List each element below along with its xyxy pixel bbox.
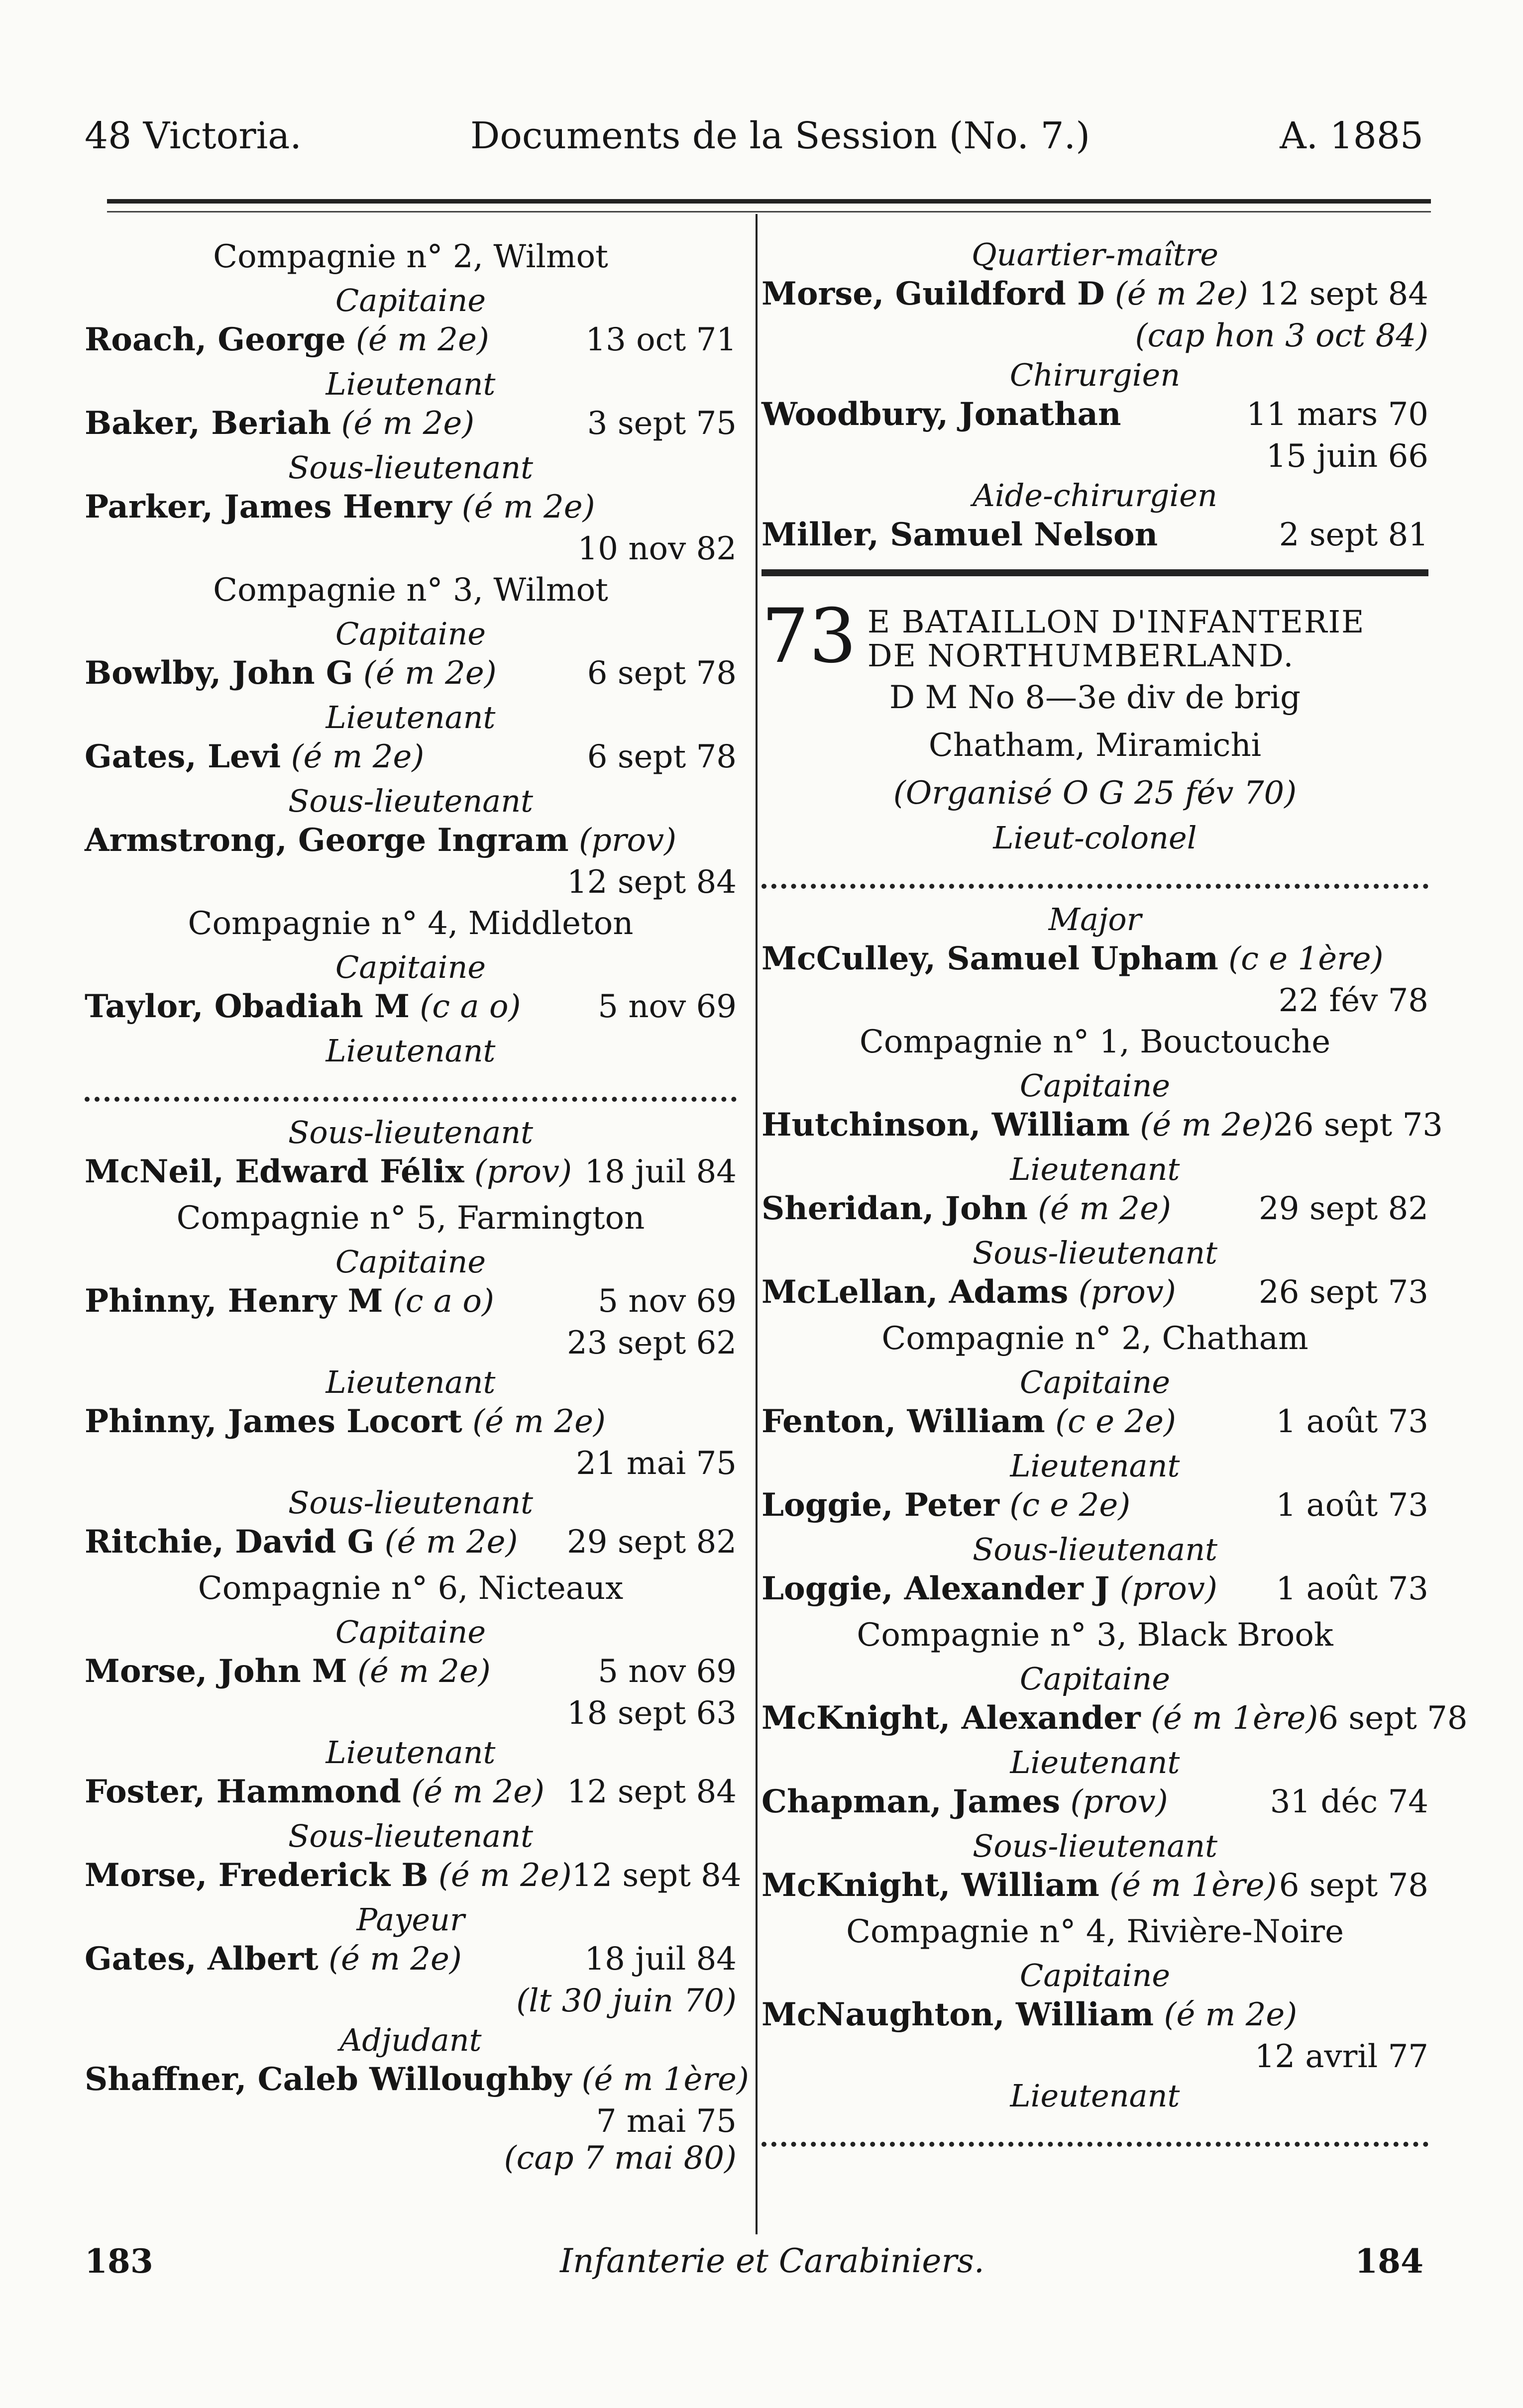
rank-heading: Sous-lieutenant bbox=[288, 783, 534, 819]
officer-name: Hutchinson, William bbox=[762, 1106, 1130, 1144]
rank-heading: Quartier-maître bbox=[971, 236, 1219, 273]
officer-row bbox=[762, 1695, 1468, 1742]
qualification: (é m 1ère) bbox=[581, 2061, 749, 2098]
qualification: (é m 2e) bbox=[438, 1857, 572, 1894]
rank-heading: Lieutenant bbox=[1010, 2078, 1180, 2114]
location-line: Chatham, Miramichi bbox=[928, 727, 1262, 764]
officer-row bbox=[85, 1149, 737, 1195]
rank-heading: Capitaine bbox=[335, 616, 486, 652]
officer-row bbox=[85, 1398, 737, 1445]
rank-heading: Aide-chirurgien bbox=[973, 477, 1217, 514]
commission-date: 1 août 73 bbox=[1276, 1403, 1428, 1440]
rank-heading: Lieutenant bbox=[1010, 1448, 1180, 1484]
company-heading: Compagnie n° 5, Farmington bbox=[176, 1200, 645, 1237]
footer-caption: Infanterie et Carabiniers. bbox=[560, 2242, 984, 2280]
officer-name: Gates, Albert bbox=[85, 1940, 319, 1978]
rank-heading: Capitaine bbox=[1019, 1364, 1171, 1400]
qualification: (prov) bbox=[1119, 1570, 1217, 1607]
rank-heading: Lieutenant bbox=[326, 699, 496, 735]
rank-heading: Capitaine bbox=[335, 282, 486, 318]
rank-heading: Sous-lieutenant bbox=[972, 1828, 1218, 1864]
company-heading: Compagnie n° 4, Middleton bbox=[188, 905, 634, 942]
rank-heading: Capitaine bbox=[1019, 1957, 1171, 1993]
footer-page-right: 184 bbox=[1355, 2242, 1423, 2281]
officer-row bbox=[85, 650, 737, 697]
officer-name: Woodbury, Jonathan bbox=[762, 396, 1121, 433]
rank-heading: Lieutenant bbox=[326, 1364, 496, 1400]
company-heading: Compagnie n° 6, Nicteaux bbox=[198, 1570, 624, 1607]
company-heading: Compagnie n° 1, Bouctouche bbox=[859, 1024, 1331, 1060]
rank-heading: Capitaine bbox=[1019, 1661, 1171, 1697]
officer-row bbox=[85, 316, 737, 363]
qualification: (prov) bbox=[1078, 1274, 1176, 1311]
rank-heading: Sous-lieutenant bbox=[288, 1114, 534, 1151]
commission-date: 11 mars 70 bbox=[1246, 396, 1428, 433]
officer-row bbox=[85, 484, 737, 530]
rank-heading: Lieutenant bbox=[326, 1033, 496, 1069]
qualification: (prov) bbox=[474, 1153, 572, 1190]
right-column bbox=[762, 234, 1468, 2157]
officer-row bbox=[762, 391, 1428, 438]
commission-date: 12 sept 84 bbox=[571, 1857, 742, 1894]
officer-row bbox=[762, 1862, 1428, 1909]
qualification: (é m 2e) bbox=[291, 738, 425, 775]
officer-row bbox=[85, 400, 737, 447]
rank-heading: Capitaine bbox=[1019, 1067, 1171, 1104]
section-rule bbox=[762, 569, 1428, 576]
rank-heading: Major bbox=[1048, 901, 1142, 938]
officer-row bbox=[85, 983, 737, 1030]
officer-name: Bowlby, John G bbox=[85, 654, 353, 692]
officer-name: McLellan, Adams bbox=[762, 1273, 1069, 1311]
officer-name: Loggie, Alexander J bbox=[762, 1570, 1110, 1607]
qualification: (é m 2e) bbox=[1164, 1996, 1298, 2033]
officer-row bbox=[762, 1779, 1428, 1825]
officer-row bbox=[85, 817, 737, 864]
officer-row bbox=[85, 2056, 749, 2103]
commission-date: 22 fév 78 bbox=[1278, 982, 1428, 1019]
officer-row bbox=[762, 1102, 1443, 1149]
header-left: 48 Victoria. bbox=[85, 114, 302, 157]
rank-heading: Lieutenant bbox=[326, 1734, 496, 1771]
officer-name: McNaughton, William bbox=[762, 1996, 1154, 2033]
commission-date: 6 sept 78 bbox=[587, 738, 737, 775]
qualification: (c e 1ère) bbox=[1228, 941, 1384, 977]
officer-name: Loggie, Peter bbox=[762, 1486, 999, 1524]
battalion-title-line2: DE NORTHUMBERLAND. bbox=[867, 637, 1295, 674]
rank-heading: Sous-lieutenant bbox=[288, 449, 534, 486]
commission-date: 6 sept 78 bbox=[1279, 1867, 1428, 1904]
qualification: (c a o) bbox=[393, 1283, 494, 1320]
officer-row bbox=[85, 1648, 737, 1695]
officer-name: Roach, George bbox=[85, 321, 346, 358]
left-column bbox=[85, 234, 749, 2177]
qualification: (c a o) bbox=[420, 988, 521, 1025]
officer-name: Miller, Samuel Nelson bbox=[762, 516, 1158, 553]
rank-heading: Sous-lieutenant bbox=[972, 1531, 1218, 1568]
rank-heading: Sous-lieutenant bbox=[288, 1818, 534, 1854]
qualification: (é m 2e) bbox=[363, 655, 497, 692]
officer-name: Parker, James Henry bbox=[85, 488, 452, 525]
commission-date: 7 mai 75 bbox=[596, 2103, 737, 2140]
officer-row bbox=[762, 1269, 1428, 1316]
qualification: (é m 1ère) bbox=[1151, 1700, 1318, 1737]
commission-date: 26 sept 73 bbox=[1273, 1107, 1443, 1144]
header-right: A. 1885 bbox=[1280, 114, 1423, 157]
officer-row bbox=[762, 1185, 1428, 1232]
officer-row bbox=[85, 1769, 737, 1815]
qualification: (prov) bbox=[578, 822, 677, 859]
commission-date: 5 nov 69 bbox=[598, 988, 737, 1025]
commission-note: (lt 30 juin 70) bbox=[516, 1983, 737, 2019]
officer-row bbox=[85, 1519, 737, 1566]
commission-date: 5 nov 69 bbox=[598, 1283, 737, 1320]
officer-name: Shaffner, Caleb Willoughby bbox=[85, 2061, 572, 2098]
company-heading: Compagnie n° 3, Black Brook bbox=[857, 1617, 1333, 1654]
organized-line: (Organisé O G 25 fév 70) bbox=[893, 775, 1297, 812]
rank-heading: Chirurgien bbox=[1009, 357, 1181, 393]
commission-date-secondary: 18 sept 63 bbox=[567, 1695, 737, 1732]
officer-row bbox=[85, 1852, 742, 1899]
commission-date: 29 sept 82 bbox=[1259, 1190, 1428, 1227]
officer-name: Ritchie, David G bbox=[85, 1523, 375, 1561]
company-heading: Compagnie n° 4, Rivière-Noire bbox=[846, 1913, 1344, 1950]
vacant-dotted-line bbox=[85, 1067, 737, 1102]
officer-name: Baker, Beriah bbox=[85, 405, 331, 442]
commission-date: 18 juil 84 bbox=[584, 1941, 737, 1978]
officer-name: Phinny, Henry M bbox=[85, 1282, 383, 1320]
commission-date-secondary: 23 sept 62 bbox=[567, 1325, 737, 1361]
commission-date: 29 sept 82 bbox=[567, 1524, 737, 1561]
qualification: (é m 2e) bbox=[384, 1524, 518, 1561]
rank-heading: Sous-lieutenant bbox=[288, 1484, 534, 1521]
qualification: (é m 1ère) bbox=[1109, 1867, 1277, 1904]
commission-date: 12 sept 84 bbox=[567, 864, 737, 901]
header-center: Documents de la Session (No. 7.) bbox=[470, 114, 1090, 157]
officer-name: Foster, Hammond bbox=[85, 1773, 401, 1810]
company-heading: Compagnie n° 3, Wilmot bbox=[213, 572, 608, 609]
officer-name: Sheridan, John bbox=[762, 1190, 1028, 1227]
commission-date: 1 août 73 bbox=[1276, 1570, 1428, 1607]
rank-heading: Adjudant bbox=[339, 2022, 482, 2058]
commission-date: 18 juil 84 bbox=[584, 1153, 737, 1190]
qualification: (c e 2e) bbox=[1055, 1403, 1176, 1440]
officer-row bbox=[762, 1991, 1428, 2038]
commission-date: 6 sept 78 bbox=[587, 655, 737, 692]
header-rule bbox=[107, 199, 1431, 204]
commission-note: (cap 7 mai 80) bbox=[504, 2140, 737, 2177]
header-rule-thin bbox=[107, 211, 1431, 212]
rank-heading: Lieutenant bbox=[1010, 1151, 1180, 1187]
company-heading: Compagnie n° 2, Wilmot bbox=[213, 238, 608, 275]
commission-date: 31 déc 74 bbox=[1270, 1783, 1428, 1820]
commission-date: 21 mai 75 bbox=[576, 1445, 737, 1482]
commission-date: 2 sept 81 bbox=[1279, 517, 1428, 553]
officer-name: Armstrong, George Ingram bbox=[85, 822, 569, 859]
officer-name: Gates, Levi bbox=[85, 738, 281, 775]
officer-name: Phinny, James Locort bbox=[85, 1403, 462, 1440]
qualification: (c e 2e) bbox=[1009, 1487, 1131, 1524]
officer-row bbox=[85, 1936, 737, 1983]
battalion-title bbox=[762, 593, 1428, 680]
officer-row bbox=[762, 1482, 1428, 1529]
commission-date: 26 sept 73 bbox=[1259, 1274, 1428, 1311]
commission-date: 5 nov 69 bbox=[598, 1653, 737, 1690]
commission-date: 1 août 73 bbox=[1276, 1487, 1428, 1524]
officer-name: McCulley, Samuel Upham bbox=[762, 940, 1218, 977]
commission-date: 3 sept 75 bbox=[587, 405, 737, 442]
qualification: (é m 2e) bbox=[356, 321, 489, 358]
commission-date: 6 sept 78 bbox=[1318, 1700, 1468, 1737]
commission-date: 12 sept 84 bbox=[1259, 276, 1428, 313]
rank-heading: Payeur bbox=[356, 1901, 465, 1938]
rank-heading: Capitaine bbox=[335, 1244, 486, 1280]
district-line: D M No 8—3e div de brig bbox=[889, 679, 1301, 716]
officer-row bbox=[85, 733, 737, 780]
officer-row bbox=[85, 1278, 737, 1325]
officer-row bbox=[762, 1566, 1428, 1612]
officer-name: Chapman, James bbox=[762, 1783, 1061, 1820]
commission-date: 12 sept 84 bbox=[567, 1774, 737, 1810]
battalion-title-line1: E BATAILLON D'INFANTERIE bbox=[867, 604, 1365, 640]
vacant-dotted-line bbox=[762, 2112, 1428, 2147]
officer-name: McKnight, William bbox=[762, 1867, 1099, 1904]
commission-date-secondary: 15 juin 66 bbox=[1266, 438, 1428, 475]
rank-heading: Lieut-colonel bbox=[993, 820, 1197, 856]
officer-name: Taylor, Obadiah M bbox=[85, 988, 410, 1025]
qualification: (é m 2e) bbox=[341, 405, 475, 442]
battalion-number: 73 bbox=[762, 593, 857, 680]
officer-row bbox=[762, 271, 1428, 317]
column-divider bbox=[756, 214, 758, 2234]
qualification: (é m 2e) bbox=[411, 1774, 545, 1810]
qualification: (é m 2e) bbox=[1140, 1107, 1274, 1144]
qualification: (é m 2e) bbox=[357, 1653, 491, 1690]
commission-date: 13 oct 71 bbox=[585, 321, 737, 358]
officer-name: Morse, Frederick B bbox=[85, 1857, 429, 1894]
qualification: (é m 2e) bbox=[1114, 276, 1248, 313]
officer-name: Fenton, William bbox=[762, 1403, 1045, 1440]
officer-row bbox=[762, 512, 1428, 558]
officer-name: McKnight, Alexander bbox=[762, 1699, 1141, 1737]
footer-page-left: 183 bbox=[85, 2242, 153, 2281]
officer-name: Morse, John M bbox=[85, 1653, 347, 1690]
rank-heading: Capitaine bbox=[335, 949, 486, 985]
qualification: (é m 2e) bbox=[1038, 1190, 1171, 1227]
officer-row bbox=[762, 936, 1428, 982]
commission-date: 10 nov 82 bbox=[577, 530, 737, 567]
qualification: (é m 2e) bbox=[461, 489, 595, 525]
qualification: (é m 2e) bbox=[472, 1403, 606, 1440]
rank-heading: Capitaine bbox=[335, 1614, 486, 1650]
qualification: (é m 2e) bbox=[328, 1941, 462, 1978]
officer-name: McNeil, Edward Félix bbox=[85, 1153, 464, 1190]
commission-date: 12 avril 77 bbox=[1254, 2038, 1428, 2075]
vacant-dotted-line bbox=[762, 854, 1428, 889]
officer-name: Morse, Guildford D bbox=[762, 275, 1105, 313]
commission-note: (cap hon 3 oct 84) bbox=[1135, 317, 1428, 354]
rank-heading: Lieutenant bbox=[1010, 1744, 1180, 1780]
rank-heading: Lieutenant bbox=[326, 366, 496, 402]
company-heading: Compagnie n° 2, Chatham bbox=[881, 1320, 1308, 1357]
rank-heading: Sous-lieutenant bbox=[972, 1235, 1218, 1271]
officer-row bbox=[762, 1398, 1428, 1445]
qualification: (prov) bbox=[1070, 1783, 1168, 1820]
